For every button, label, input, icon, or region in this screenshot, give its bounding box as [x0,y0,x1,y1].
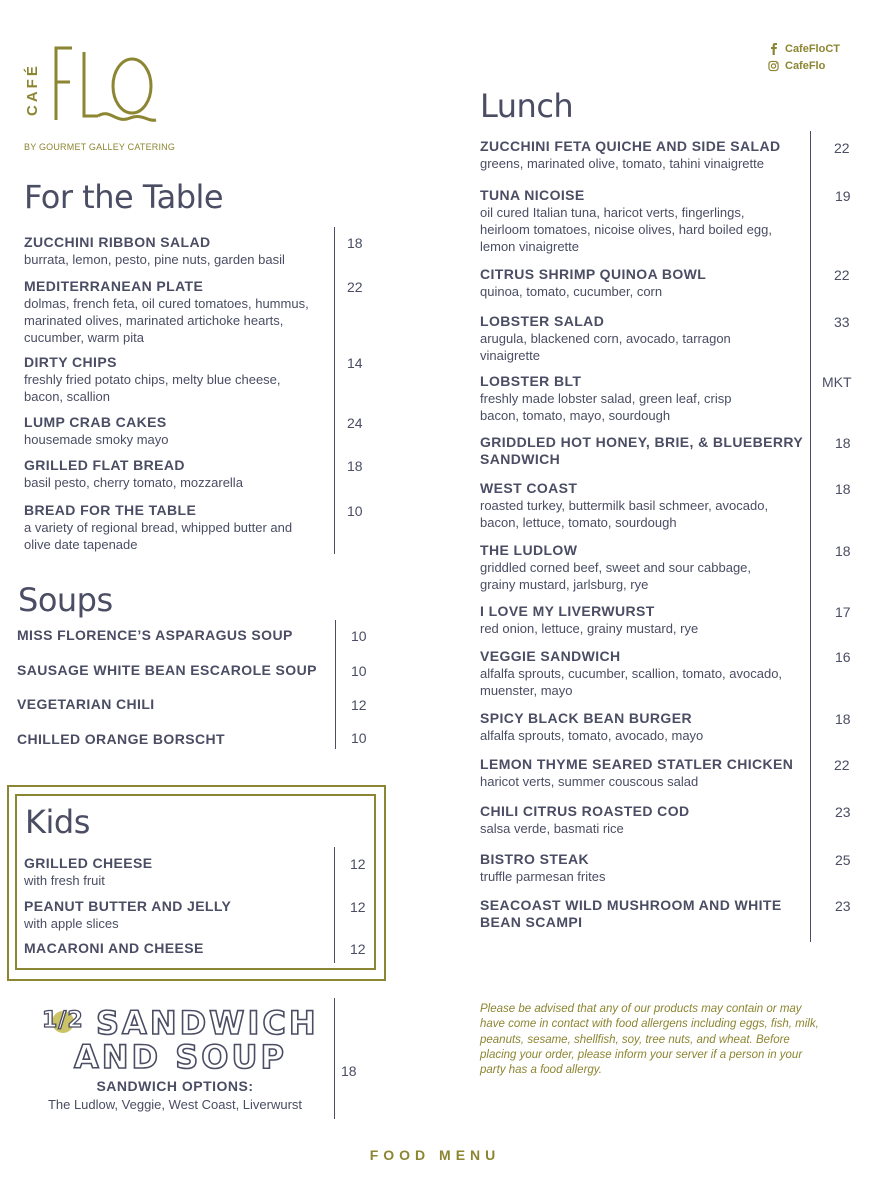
item-name: BISTRO STEAK [480,851,590,867]
item-price: MKT [822,374,852,390]
half-title-line1: SANDWICH [96,1004,319,1042]
menu-item [24,234,329,268]
menu-item [480,138,800,172]
item-name: VEGETARIAN CHILI [17,696,155,712]
item-price: 22 [834,140,850,156]
logo-byline: BY GOURMET GALLEY CATERING [24,142,176,152]
item-name: SEACOAST WILD MUSHROOM AND WHITE BEAN SCAMPI [480,897,782,930]
menu-item [480,434,805,468]
item-desc: roasted turkey, buttermilk basil schmeer, avocado, bacon, lettuce, tomato, sourdough [480,498,769,530]
item-name: MEDITERRANEAN PLATE [24,278,204,294]
item-name: WEST COAST [480,480,578,496]
menu-item [480,313,765,364]
menu-item [24,855,153,889]
item-name: LOBSTER BLT [480,373,582,389]
item-name: THE LUDLOW [480,542,578,558]
item-name: I LOVE MY LIVERWURST [480,603,655,619]
item-price: 33 [834,314,850,330]
item-name: VEGGIE SANDWICH [480,648,621,664]
facebook-link[interactable]: CafeFloCT [768,40,840,57]
item-desc: griddled corned beef, sweet and sour cabbage, grainy mustard, jarlsburg, rye [480,560,752,592]
menu-item [24,278,329,346]
item-desc: freshly made lobster salad, green leaf, crisp bacon, tomato, mayo, sourdough [480,391,732,423]
item-desc: truffle parmesan frites [480,869,606,884]
divider [810,131,811,942]
item-desc: greens, marinated olive, tomato, tahini vinaigrette [480,156,764,171]
item-desc: with fresh fruit [24,873,105,888]
menu-item [480,266,800,300]
item-desc: basil pesto, cherry tomato, mozzarella [24,475,243,490]
item-name: SPICY BLACK BEAN BURGER [480,710,692,726]
item-name: LOBSTER SALAD [480,313,605,329]
soups-title: Soups [18,581,113,619]
item-desc: a variety of regional bread, whipped butter and olive date tapenade [24,520,293,552]
footer-title: FOOD MENU [369,1147,501,1163]
item-price: 16 [835,649,851,665]
half-price: 18 [341,1063,357,1079]
half-sandwich-title [40,1006,320,1074]
item-price: 25 [835,852,851,868]
half-fraction: 1/2 [42,1008,84,1033]
menu-item [24,940,204,957]
item-price: 10 [351,730,367,746]
item-price: 18 [835,481,851,497]
item-price: 19 [835,188,851,204]
item-price: 10 [351,663,367,679]
item-name: ZUCCHINI FETA QUICHE AND SIDE SALAD [480,138,781,154]
item-price: 14 [347,355,363,371]
item-price: 12 [350,899,366,915]
item-name: DIRTY CHIPS [24,354,117,370]
menu-item [17,627,293,644]
lunch-title: Lunch [480,87,574,125]
item-price: 18 [835,435,851,451]
item-name: TUNA NICOISE [480,187,585,203]
item-price: 10 [351,628,367,644]
menu-item [17,662,317,679]
item-desc: burrata, lemon, pesto, pine nuts, garden basil [24,252,285,267]
item-desc: quinoa, tomato, cucumber, corn [480,284,663,299]
menu-item [480,542,785,593]
half-title-line2: AND SOUP [74,1038,287,1076]
menu-item [17,696,155,713]
item-desc: salsa verde, basmati rice [480,821,624,836]
item-desc: housemade smoky mayo [24,432,169,447]
menu-item [24,414,329,448]
item-desc: red onion, lettuce, grainy mustard, rye [480,621,699,636]
item-name: GRILLED CHEESE [24,855,153,871]
item-price: 12 [350,856,366,872]
menu-item [24,898,231,932]
social-links [768,40,840,74]
facebook-icon [768,43,779,54]
item-desc: freshly fried potato chips, melty blue cheese, bacon, scallion [24,372,281,404]
item-desc: alfalfa sprouts, tomato, avocado, mayo [480,728,704,743]
item-name: ZUCCHINI RIBBON SALAD [24,234,211,250]
logo-cafe: CAFÉ [24,63,41,116]
for-the-table-title: For the Table [24,178,224,216]
menu-item [24,502,299,553]
item-desc: alfalfa sprouts, cucumber, scallion, tomato, avocado, muenster, mayo [480,666,783,698]
item-price: 24 [347,415,363,431]
menu-item [480,187,785,255]
item-name: PEANUT BUTTER AND JELLY [24,898,232,914]
kids-title: Kids [25,803,90,841]
instagram-icon [768,60,779,71]
item-price: 22 [834,267,850,283]
item-name: BREAD FOR THE TABLE [24,502,197,518]
item-name: LEMON THYME SEARED STATLER CHICKEN [480,756,794,772]
item-name: GRILLED FLAT BREAD [24,457,185,473]
item-price: 23 [835,898,851,914]
item-price: 10 [347,503,363,519]
allergy-notice: Please be advised that any of our products may contain or may have come in contact with food allergens including eggs, fish, milk, peanuts, sesame, shellfish, soy, tree nuts, and wheat. Before placing your order, please inform your server if a person in your party has a food allergy. [480,1003,819,1077]
item-name: CHILI CITRUS ROASTED COD [480,803,690,819]
menu-item [24,457,329,491]
item-price: 18 [347,235,363,251]
item-name: MACARONI AND CHEESE [24,940,204,956]
item-price: 18 [347,458,363,474]
item-price: 18 [835,711,851,727]
item-price: 18 [835,543,851,559]
item-price: 12 [351,697,367,713]
instagram-link[interactable]: CafeFlo [768,57,840,74]
item-name: LUMP CRAB CAKES [24,414,167,430]
item-price: 17 [835,604,851,620]
logo-flo [50,42,162,135]
item-name: MISS FLORENCE’S ASPARAGUS SOUP [17,627,293,643]
menu-item [480,648,805,699]
menu-item [480,373,740,424]
item-price: 12 [350,941,366,957]
sandwich-options-label: SANDWICH OPTIONS: [96,1078,254,1094]
item-price: 22 [834,757,850,773]
item-name: CHILLED ORANGE BORSCHT [17,731,225,747]
menu-item [480,851,800,885]
menu-item [17,731,225,748]
divider [334,227,335,554]
menu-item [480,897,795,931]
menu-item [24,354,314,405]
menu-item [480,756,805,790]
item-desc: arugula, blackened corn, avocado, tarragon vinaigrette [480,331,731,363]
divider [334,847,335,963]
item-desc: dolmas, french feta, oil cured tomatoes, hummus, marinated olives, marinated artichoke hearts, cucumber, warm pita [24,296,309,345]
menu-item [480,603,800,637]
item-name: CITRUS SHRIMP QUINOA BOWL [480,266,707,282]
item-name: SAUSAGE WHITE BEAN ESCAROLE SOUP [17,662,317,678]
flo-logo-mark [50,42,162,124]
item-price: 22 [347,279,363,295]
item-desc: haricot verts, summer couscous salad [480,774,699,789]
menu-item [480,710,800,744]
item-desc: oil cured Italian tuna, haricot verts, fingerlings, heirloom tomatoes, nicoise olives, hard boiled egg, lemon vinaigrette [480,205,772,254]
item-name: GRIDDLED HOT HONEY, BRIE, & BLUEBERRY SANDWICH [480,434,803,467]
item-price: 23 [835,804,851,820]
menu-item [480,803,800,837]
divider [334,998,335,1119]
item-desc: with apple slices [24,916,119,931]
sandwich-options-list: The Ludlow, Veggie, West Coast, Liverwurst [47,1097,303,1112]
menu-item [480,480,770,531]
divider [335,620,336,749]
sandwich-options [20,1078,330,1112]
